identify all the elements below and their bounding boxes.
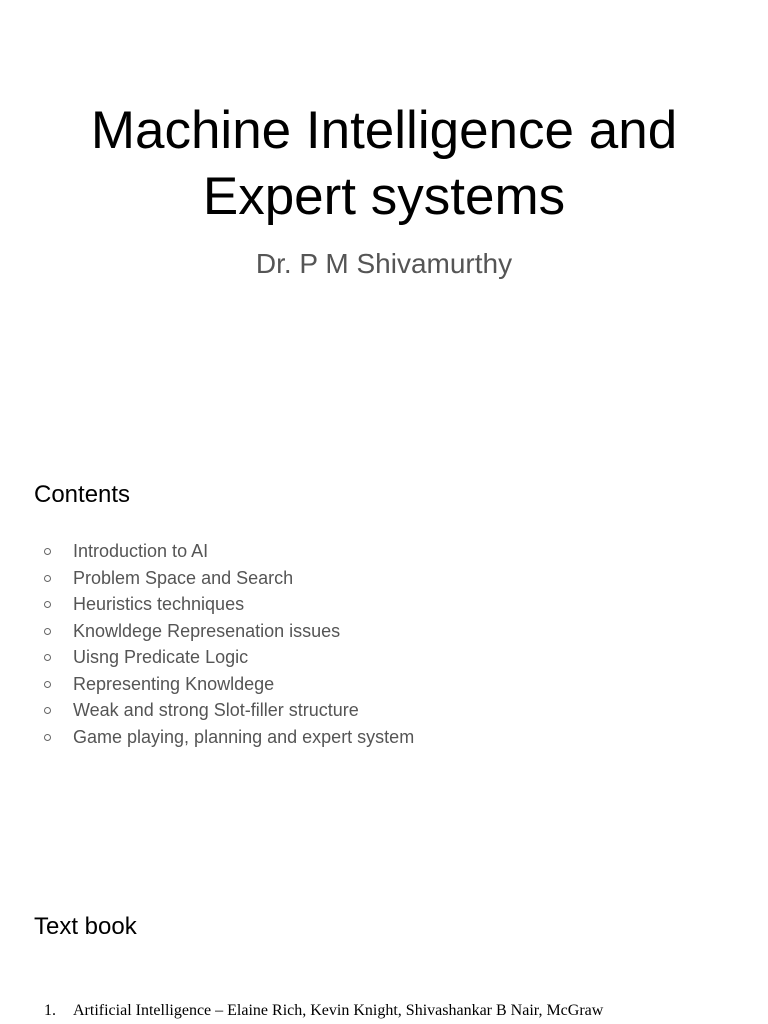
contents-item [44, 538, 414, 565]
textbook-item-number: 1. [44, 1002, 56, 1019]
hollow-circle-bullet-icon [44, 734, 51, 741]
contents-item [44, 697, 414, 724]
textbook-item-text: Artificial Intelligence – Elaine Rich, Kevin Knight, Shivashankar B Nair, McGraw [73, 1002, 604, 1019]
contents-item-label: Representing Knowldege [73, 673, 275, 694]
contents-item [44, 644, 414, 671]
title-line-2: Expert systems [202, 167, 566, 226]
hollow-circle-bullet-icon [44, 654, 51, 661]
hollow-circle-bullet-icon [44, 707, 51, 714]
hollow-circle-bullet-icon [44, 601, 51, 608]
contents-item [44, 565, 414, 592]
document-title [0, 98, 768, 230]
textbook-list [44, 1000, 603, 1022]
textbook-item [44, 1000, 603, 1022]
contents-item-label: Game playing, planning and expert system [73, 726, 415, 747]
contents-item [44, 724, 414, 751]
title-line-1: Machine Intelligence and [90, 101, 678, 160]
contents-item-label: Knowldege Represenation issues [73, 620, 341, 641]
contents-item-label: Weak and strong Slot-filler structure [73, 700, 359, 720]
contents-heading: Contents [34, 481, 131, 508]
contents-list [44, 538, 414, 750]
author-name: Dr. P M Shivamurthy [255, 248, 513, 279]
contents-item [44, 591, 414, 618]
contents-item-label: Uisng Predicate Logic [73, 647, 249, 667]
contents-item-label: Heuristics techniques [73, 594, 245, 614]
hollow-circle-bullet-icon [44, 575, 51, 582]
hollow-circle-bullet-icon [44, 628, 51, 635]
textbook-heading: Text book [34, 913, 137, 940]
hollow-circle-bullet-icon [44, 548, 51, 555]
contents-item-label: Introduction to AI [73, 541, 209, 561]
contents-item [44, 618, 414, 645]
contents-item [44, 671, 414, 698]
contents-item-label: Problem Space and Search [73, 567, 294, 588]
hollow-circle-bullet-icon [44, 681, 51, 688]
